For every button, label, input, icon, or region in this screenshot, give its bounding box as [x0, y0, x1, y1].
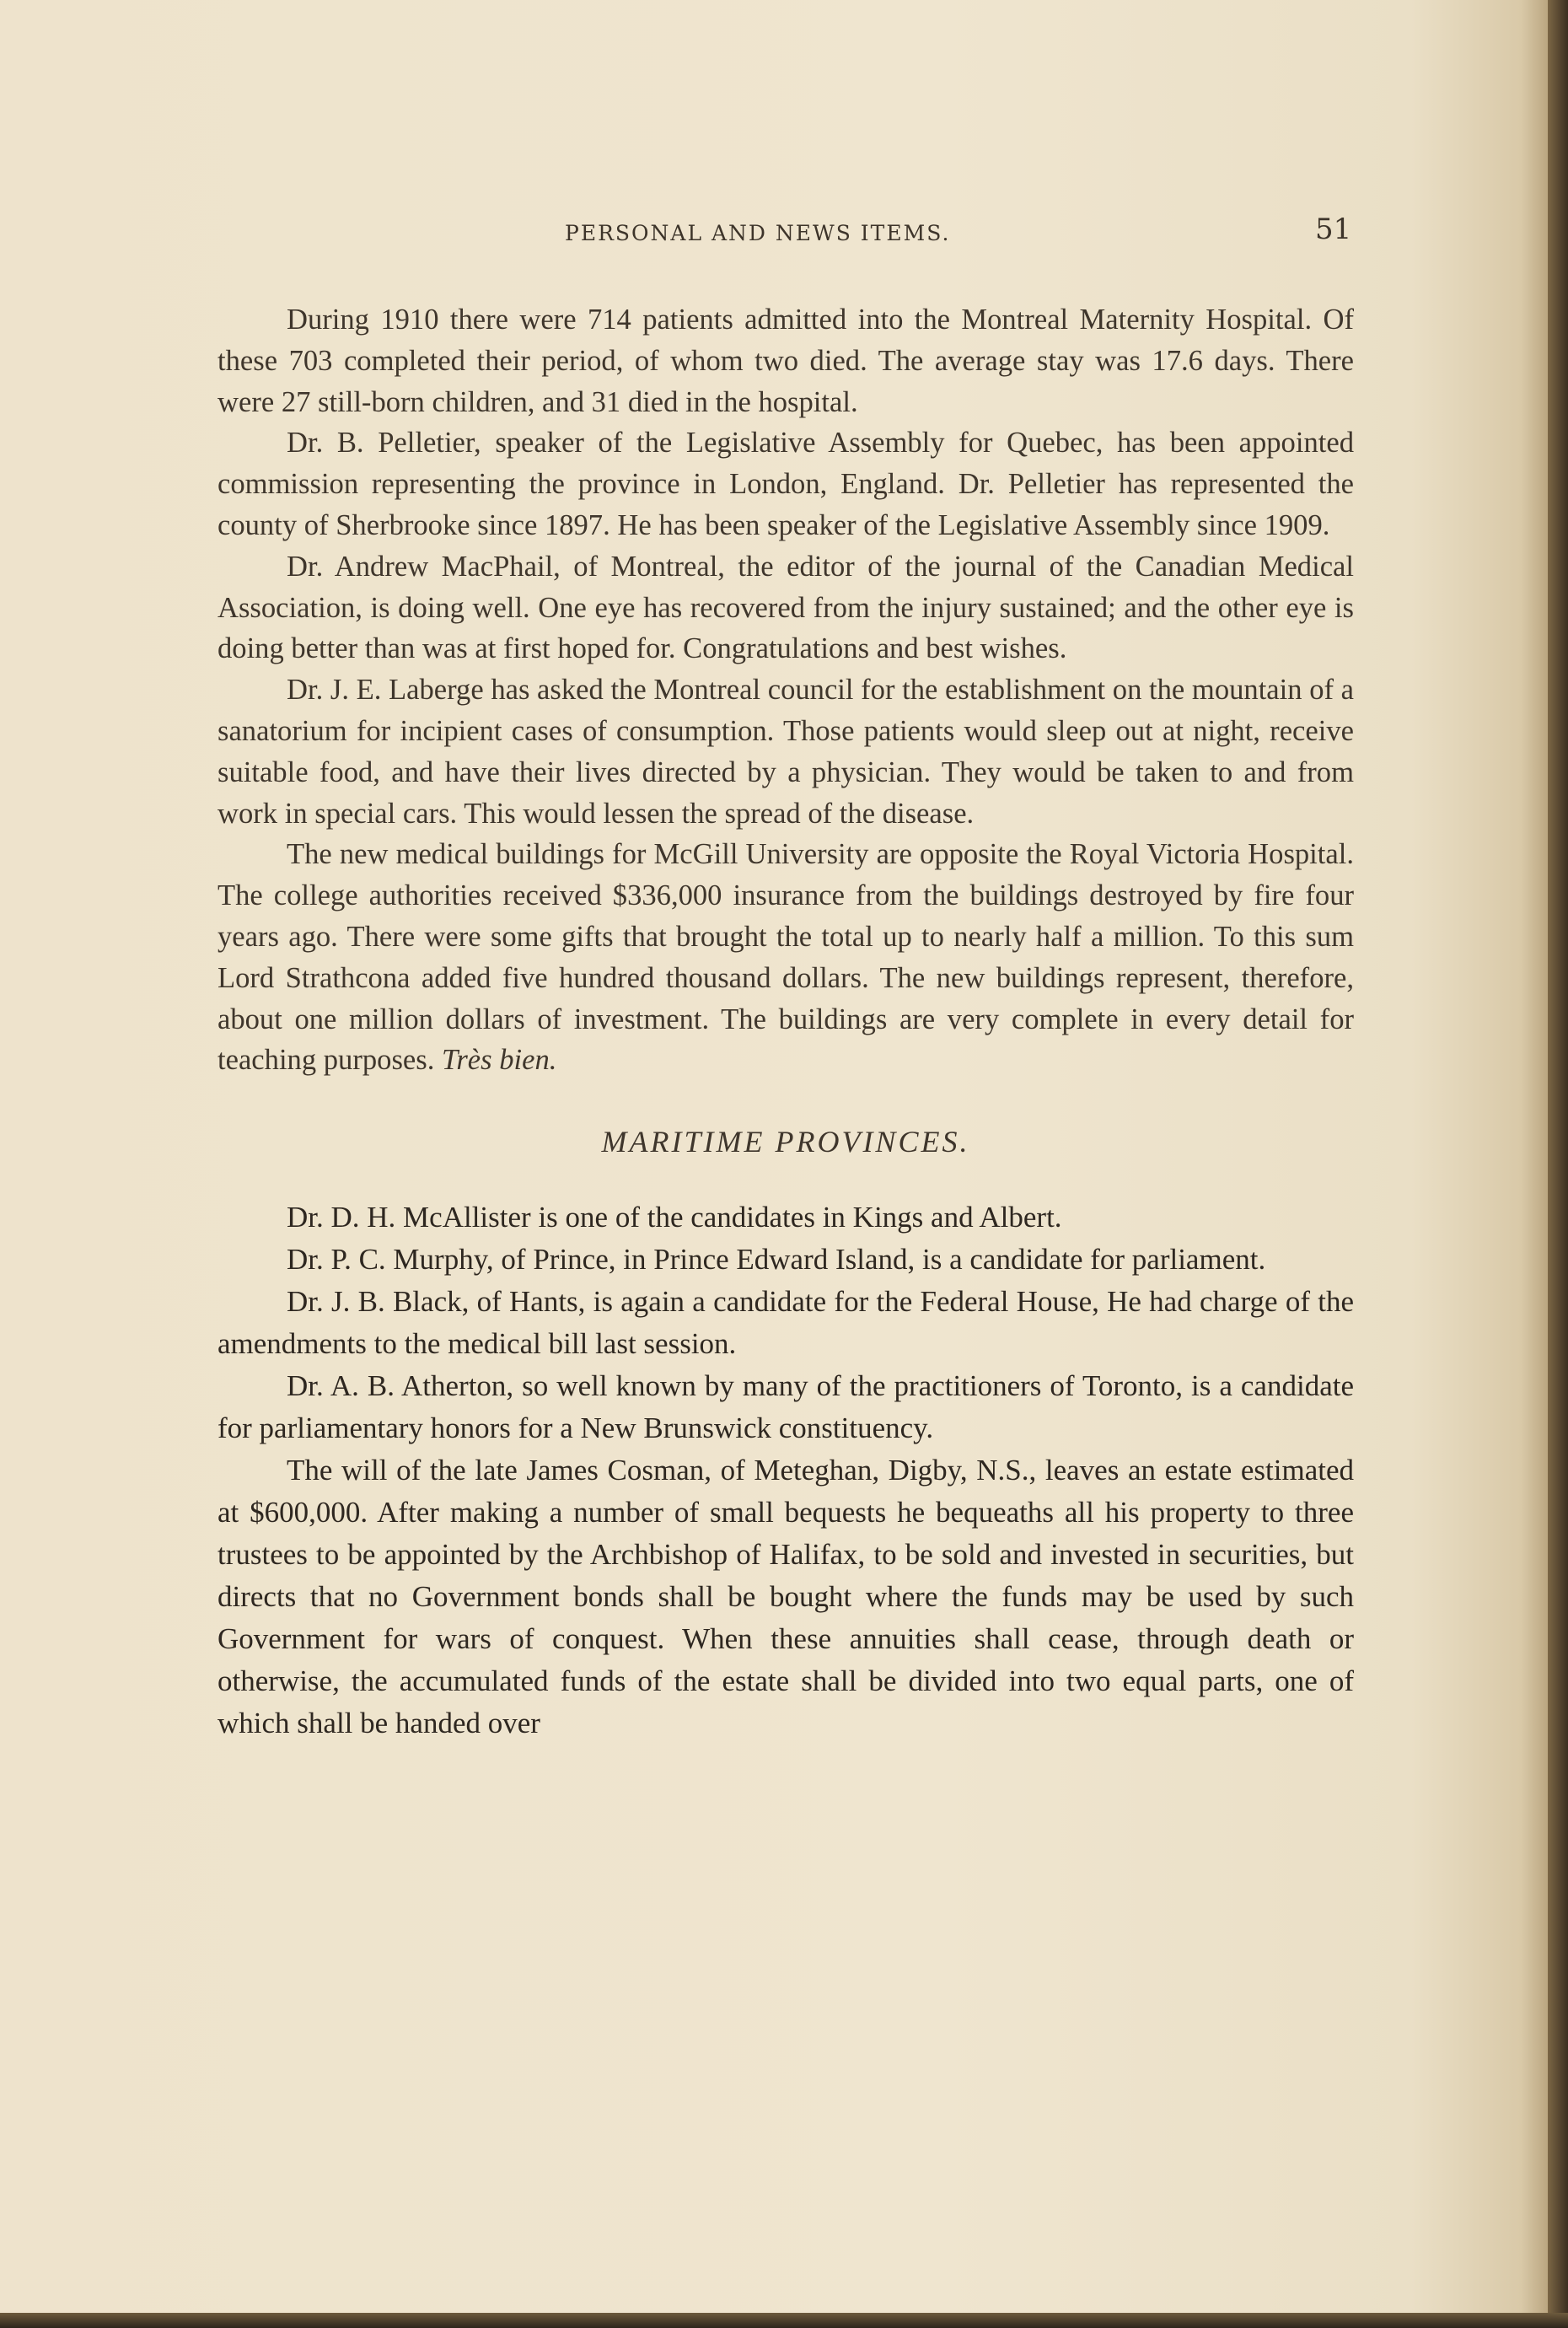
paragraph-macphail: Dr. Andrew MacPhail, of Montreal, the editor of the journal of the Canadian Medical Association, is doing well. One eye has recovered from the injury sustained; and the other eye is doing better than was at first hoped for. Congratulations and best wishes.	[217, 550, 1354, 665]
mcgill-text: The new medical buildings for McGill University are opposite the Royal Victoria Hospital. The college authorities received $336,000 insurance from the buildings destroyed by fire four years ago. There were some gifts that brought the total up to nearly half a million. To this sum Lord Strathcona added five hundred thousand dollars. The new buildings represent, therefore, about one million dollars of investment. The buildings are very complete in every detail for teaching purposes.	[217, 838, 1354, 1077]
paragraph-atherton: Dr. A. B. Atherton, so well known by many of the practitioners of Toronto, is a candidate for parliamentary honors for a New Brunswick constituency.	[217, 1368, 1354, 1444]
running-head: PERSONAL AND NEWS ITEMS.	[565, 221, 951, 245]
paragraph-cosman-will: The will of the late James Cosman, of Meteghan, Digby, N.S., leaves an estate estimated at $600,000. After making a number of small bequests he bequeaths all his property to three trustees to be appointed by the Archbishop of Halifax, to be sold and invested in securities, but directs that no Government bonds shall be bought where the funds may be used by such Government for wars of conquest. When these annuities shall cease, through death or otherwise, the accumulated funds of the estate shall be divided into two equal parts, one of which shall be handed over	[217, 1453, 1354, 1739]
paragraph-pelletier: Dr. B. Pelletier, speaker of the Legislative Assembly for Quebec, has been appointed commission representing the province in London, England. Dr. Pelletier has represented the county of Sherbrooke since 1897. He has been speaker of the Legislative Assembly since 1909.	[217, 427, 1354, 541]
article-body	[217, 299, 1354, 1745]
page-spine-shadow	[1548, 0, 1568, 2328]
paragraph-maternity-hospital: During 1910 there were 714 patients admitted into the Montreal Maternity Hospital. Of these 703 completed their period, of whom two died. The average stay was 17.6 days. There were 27 still-born children, and 31 died in the hospital.	[217, 304, 1354, 418]
paragraph-laberge: Dr. J. E. Laberge has asked the Montreal council for the establishment on the mountain of a sanatorium for incipient cases of consumption. Those patients would sleep out at night, receive suitable food, and have their lives directed by a physician. They would be taken to and from work in special cars. This would lessen the spread of the disease.	[217, 674, 1354, 830]
paragraph-mcallister: Dr. D. H. McAllister is one of the candidates in Kings and Albert.	[287, 1200, 1062, 1234]
page-bottom-shadow	[0, 2313, 1568, 2328]
paragraph-mcgill	[217, 834, 1354, 1081]
paragraph-murphy: Dr. P. C. Murphy, of Prince, in Prince Edward Island, is a candidate for parliament.	[287, 1242, 1266, 1276]
page-number: 51	[1315, 212, 1352, 246]
section-title: MARITIME PROVINCES.	[601, 1125, 970, 1159]
section-body	[217, 1196, 1354, 1745]
paragraph-black: Dr. J. B. Black, of Hants, is again a candidate for the Federal House, He had charge of the amendments to the medical bill last session.	[217, 1284, 1354, 1360]
mcgill-italic-tail: Très bien.	[442, 1044, 557, 1077]
